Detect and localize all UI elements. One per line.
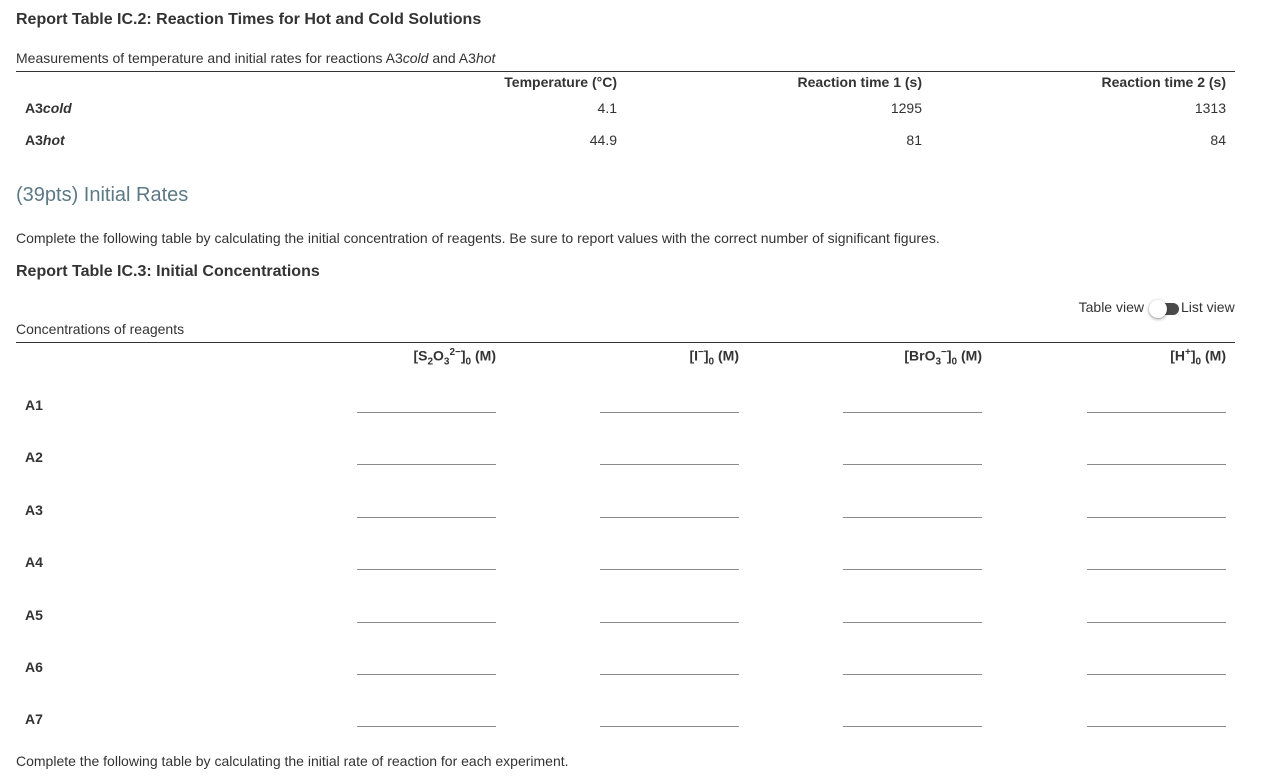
initial-rates-instruction: Complete the following table by calculating the initial concentration of reagents. Be sure to report values with the correct number of significant figures. <box>16 230 940 246</box>
row-label: A4 <box>25 554 43 571</box>
iodide-input[interactable] <box>600 569 739 570</box>
cell-temperature: 44.9 <box>589 132 617 148</box>
col-header-hydrogen-ion: $[H^+]_0$ (M) <box>1170 347 1226 368</box>
hydrogen-ion-input[interactable] <box>1087 517 1226 518</box>
bromate-input[interactable] <box>843 464 982 465</box>
table-ic2-top-rule <box>16 71 1235 72</box>
bromate-input[interactable] <box>843 569 982 570</box>
table-ic2-caption: Measurements of temperature and initial rates for reactions A3cold and A3hot <box>16 50 496 66</box>
cell-reaction-time-2: 1313 <box>1194 100 1226 116</box>
col-header-reaction-time-2: Reaction time 2 (s) <box>1101 74 1226 90</box>
iodide-input[interactable] <box>600 517 739 518</box>
s2o3-input[interactable] <box>357 412 496 413</box>
s2o3-input[interactable] <box>357 726 496 727</box>
row-label: A1 <box>25 397 43 413</box>
row-label-a3hot: A3hot <box>25 132 65 148</box>
bromate-input[interactable] <box>843 622 982 623</box>
col-header-temperature: Temperature (°C) <box>504 74 617 90</box>
s2o3-input[interactable] <box>357 569 496 570</box>
col-header-reaction-time-1: Reaction time 1 (s) <box>797 74 922 90</box>
hydrogen-ion-input[interactable] <box>1087 674 1226 675</box>
col-header-iodide: $[I^-]_0$ (M) <box>689 347 739 368</box>
s2o3-input[interactable] <box>357 622 496 623</box>
table-ic2-title: Report Table IC.2: Reaction Times for Hot and Cold Solutions <box>16 11 482 28</box>
iodide-input[interactable] <box>600 674 739 675</box>
hydrogen-ion-input[interactable] <box>1087 569 1226 570</box>
bromate-input[interactable] <box>843 674 982 675</box>
bromate-input[interactable] <box>843 517 982 518</box>
s2o3-input[interactable] <box>357 674 496 675</box>
col-header-s2o3: $[S_2O_3^{2-}]_0$ (M) <box>413 347 496 368</box>
row-label: A7 <box>25 711 43 728</box>
s2o3-input[interactable] <box>357 464 496 465</box>
row-label: A2 <box>25 449 43 466</box>
s2o3-input[interactable] <box>357 517 496 518</box>
col-header-bromate: $[BrO_3^-]_0$ (M) <box>904 347 982 368</box>
list-view-label[interactable]: List view <box>1181 299 1235 315</box>
row-label: A3 <box>25 501 43 518</box>
bromate-input[interactable] <box>843 726 982 727</box>
table-ic3-caption: Concentrations of reagents <box>16 321 185 337</box>
row-label: A5 <box>25 606 43 623</box>
table-view-label: Table view <box>1078 299 1144 315</box>
cell-reaction-time-2: 84 <box>1210 132 1226 148</box>
cell-reaction-time-1: 1295 <box>890 100 922 116</box>
table-ic3-top-rule <box>16 342 1235 343</box>
section-heading-initial-rates: (39pts) Initial Rates <box>16 184 189 206</box>
row-label: A6 <box>25 659 43 675</box>
hydrogen-ion-input[interactable] <box>1087 464 1226 465</box>
cell-temperature: 4.1 <box>597 100 617 116</box>
bromate-input[interactable] <box>843 412 982 413</box>
hydrogen-ion-input[interactable] <box>1087 412 1226 413</box>
toggle-knob[interactable] <box>1149 300 1167 318</box>
initial-rate-instruction: Complete the following table by calculating the initial rate of reaction for each experiment. <box>16 753 569 769</box>
cell-reaction-time-1: 81 <box>906 132 922 148</box>
iodide-input[interactable] <box>600 464 739 465</box>
iodide-input[interactable] <box>600 622 739 623</box>
iodide-input[interactable] <box>600 412 739 413</box>
hydrogen-ion-input[interactable] <box>1087 622 1226 623</box>
table-ic3-title: Report Table IC.3: Initial Concentrations <box>16 263 320 280</box>
iodide-input[interactable] <box>600 726 739 727</box>
row-label-a3cold: A3cold <box>25 100 72 116</box>
hydrogen-ion-input[interactable] <box>1087 726 1226 727</box>
view-toggle-switch[interactable] <box>1149 300 1179 318</box>
